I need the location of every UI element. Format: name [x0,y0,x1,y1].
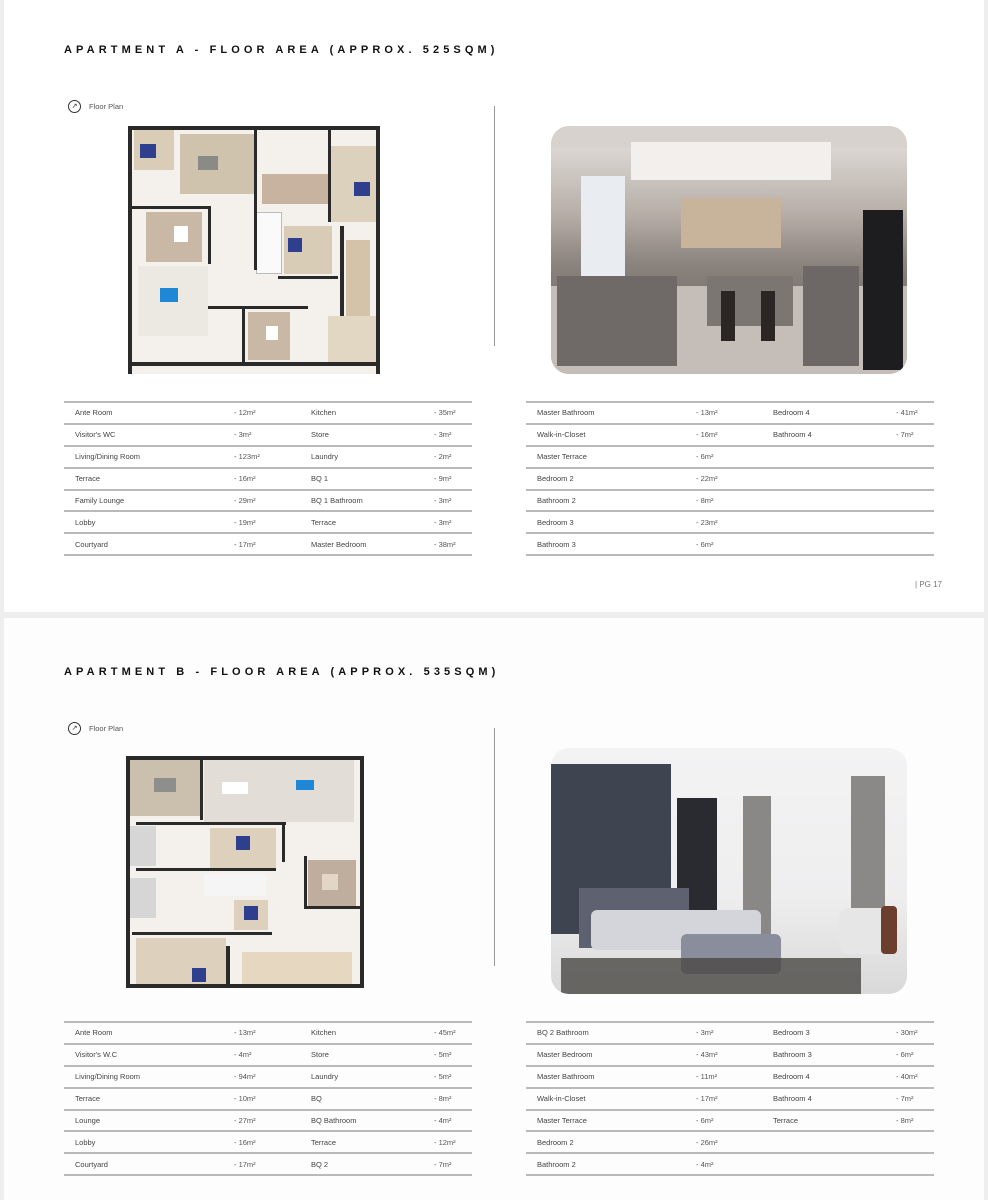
table-row: Bathroom 2 - 8m² [526,490,934,512]
kitchen-render-image [551,126,907,374]
table-row: Bathroom 2 - 4m² [526,1153,934,1175]
vertical-divider [494,728,495,966]
floor-plan-caption: Floor Plan [89,724,124,733]
brochure-page-apartment-a [4,0,984,612]
arrow-circle-icon: ↗ [68,100,81,113]
table-row: Master Bathroom - 13m² Bedroom 4 - 41m² [526,402,934,424]
area-table-right [526,401,934,556]
table-row: Courtyard - 17m² Master Bedroom - 38m² [64,533,472,555]
table-row: Master Terrace - 6m² [526,446,934,468]
table-row: Lobby - 19m² Terrace - 3m² [64,511,472,533]
brochure-page-apartment-b [4,618,984,1200]
vertical-divider [494,106,495,346]
page-title: APARTMENT A - FLOOR AREA (APPROX. 525SQM) [64,44,499,56]
table-row: Walk-in-Closet - 17m² Bathroom 4 - 7m² [526,1088,934,1110]
floor-plan-image [128,126,380,374]
table-row: Terrace - 16m² BQ 1 - 9m² [64,468,472,490]
table-row: Courtyard - 17m² BQ 2 - 7m² [64,1153,472,1175]
table-row: Walk-in-Closet - 16m² Bathroom 4 - 7m² [526,424,934,446]
table-row: Bathroom 3 - 6m² [526,533,934,555]
table-row: Family Lounge - 29m² BQ 1 Bathroom - 3m² [64,490,472,512]
table-row: Bedroom 2 - 26m² [526,1131,934,1153]
floor-plan-caption: Floor Plan [89,102,124,111]
area-table-left [64,401,472,556]
table-row: Lobby - 16m² Terrace - 12m² [64,1131,472,1153]
table-row: BQ 2 Bathroom - 3m² Bedroom 3 - 30m² [526,1022,934,1044]
table-row: Master Terrace - 6m² Terrace - 8m² [526,1110,934,1132]
table-row: Terrace - 10m² BQ - 8m² [64,1088,472,1110]
table-row: Master Bedroom - 43m² Bathroom 3 - 6m² [526,1044,934,1066]
page-title: APARTMENT B - FLOOR AREA (APPROX. 535SQM) [64,666,500,678]
page-number: | PG 17 [915,580,942,589]
area-table-left [64,1021,472,1176]
table-row: Ante Room - 12m² Kitchen - 35m² [64,402,472,424]
floor-plan-image [126,756,364,988]
arrow-circle-icon: ↗ [68,722,81,735]
table-row: Master Bathroom - 11m² Bedroom 4 - 40m² [526,1066,934,1088]
floor-plan-label [68,722,123,735]
table-row: Bedroom 2 - 22m² [526,468,934,490]
area-table-right [526,1021,934,1176]
bedroom-render-image [551,748,907,994]
table-row: Visitor's WC - 3m² Store - 3m² [64,424,472,446]
table-row: Lounge - 27m² BQ Bathroom - 4m² [64,1110,472,1132]
floor-plan-label [68,100,123,113]
table-row: Living/Dining Room - 94m² Laundry - 5m² [64,1066,472,1088]
table-row: Bedroom 3 - 23m² [526,511,934,533]
table-row: Visitor's W.C - 4m² Store - 5m² [64,1044,472,1066]
table-row: Living/Dining Room - 123m² Laundry - 2m² [64,446,472,468]
table-row: Ante Room - 13m² Kitchen - 45m² [64,1022,472,1044]
